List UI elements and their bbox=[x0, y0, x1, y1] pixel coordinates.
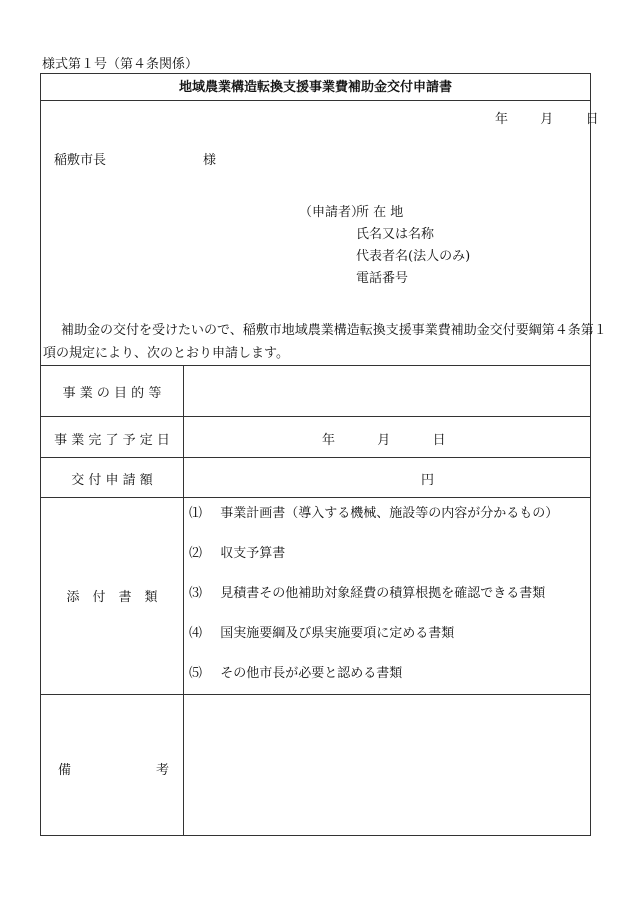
attachment-number: ⑸ bbox=[189, 666, 203, 681]
table-column-divider bbox=[183, 365, 184, 835]
date-year: 年 bbox=[495, 112, 509, 127]
table-rule bbox=[41, 416, 590, 417]
table-rule bbox=[41, 497, 590, 498]
application-form bbox=[40, 73, 607, 836]
attachment-item bbox=[189, 622, 454, 641]
form-title: 地域農業構造転換支援事業費補助金交付申請書 bbox=[41, 74, 590, 101]
applicant-name-label: 氏名又は名称 bbox=[356, 227, 435, 242]
date-day: 日 bbox=[585, 112, 599, 127]
attachment-number: ⑵ bbox=[189, 546, 203, 561]
remarks-label-right: 考 bbox=[156, 763, 170, 778]
applicant-representative-label: 代表者名(法人のみ) bbox=[356, 249, 471, 264]
attachment-text: その他市長が必要と認める書類 bbox=[220, 666, 403, 681]
attachment-number: ⑴ bbox=[189, 506, 203, 521]
attachment-item bbox=[189, 582, 545, 601]
table-top-rule bbox=[41, 365, 590, 366]
attachment-number: ⑶ bbox=[189, 586, 203, 601]
attachment-item bbox=[189, 502, 558, 521]
attachment-text: 事業計画書（導入する機械、施設等の内容が分かるもの） bbox=[220, 506, 559, 521]
request-text-line-1: 補助金の交付を受けたいので、稲敷市地域農業構造転換支援事業費補助金交付要綱第４条第１ bbox=[61, 323, 607, 338]
application-date bbox=[495, 108, 599, 127]
completion-month: 月 bbox=[377, 433, 391, 448]
applicant-phone-label: 電話番号 bbox=[356, 271, 409, 286]
attachment-text: 見積書その他補助対象経費の積算根拠を確認できる書類 bbox=[220, 586, 546, 601]
attachment-item bbox=[189, 542, 285, 561]
amount-unit: 円 bbox=[421, 473, 435, 488]
applicant-address-label: 所 在 地 bbox=[356, 205, 404, 220]
form-reference: 様式第１号（第４条関係） bbox=[42, 57, 199, 72]
attachment-text: 国実施要綱及び県実施要項に定める書類 bbox=[220, 626, 455, 641]
addressee-name: 稲敷市長 bbox=[54, 153, 107, 168]
completion-day: 日 bbox=[432, 433, 446, 448]
completion-date-value bbox=[322, 429, 446, 448]
request-text-line-2: 項の規定により、次のとおり申請します。 bbox=[43, 346, 289, 361]
attachments-label: 添 付 書 類 bbox=[66, 590, 158, 605]
date-month: 月 bbox=[540, 112, 554, 127]
table-rule bbox=[41, 457, 590, 458]
amount-label: 交 付 申 請 額 bbox=[71, 473, 153, 488]
completion-date-label: 事 業 完 了 予 定 日 bbox=[54, 433, 170, 448]
table-rule bbox=[41, 694, 590, 695]
remarks-label-left: 備 bbox=[58, 763, 72, 778]
attachment-text: 収支予算書 bbox=[220, 546, 286, 561]
applicant-prefix: （申請者） bbox=[299, 205, 365, 220]
addressee-honorific: 様 bbox=[203, 153, 217, 168]
completion-year: 年 bbox=[322, 433, 336, 448]
attachment-number: ⑷ bbox=[189, 626, 203, 641]
purpose-label: 事 業 の 目 的 等 bbox=[62, 386, 162, 401]
attachment-item bbox=[189, 662, 402, 681]
